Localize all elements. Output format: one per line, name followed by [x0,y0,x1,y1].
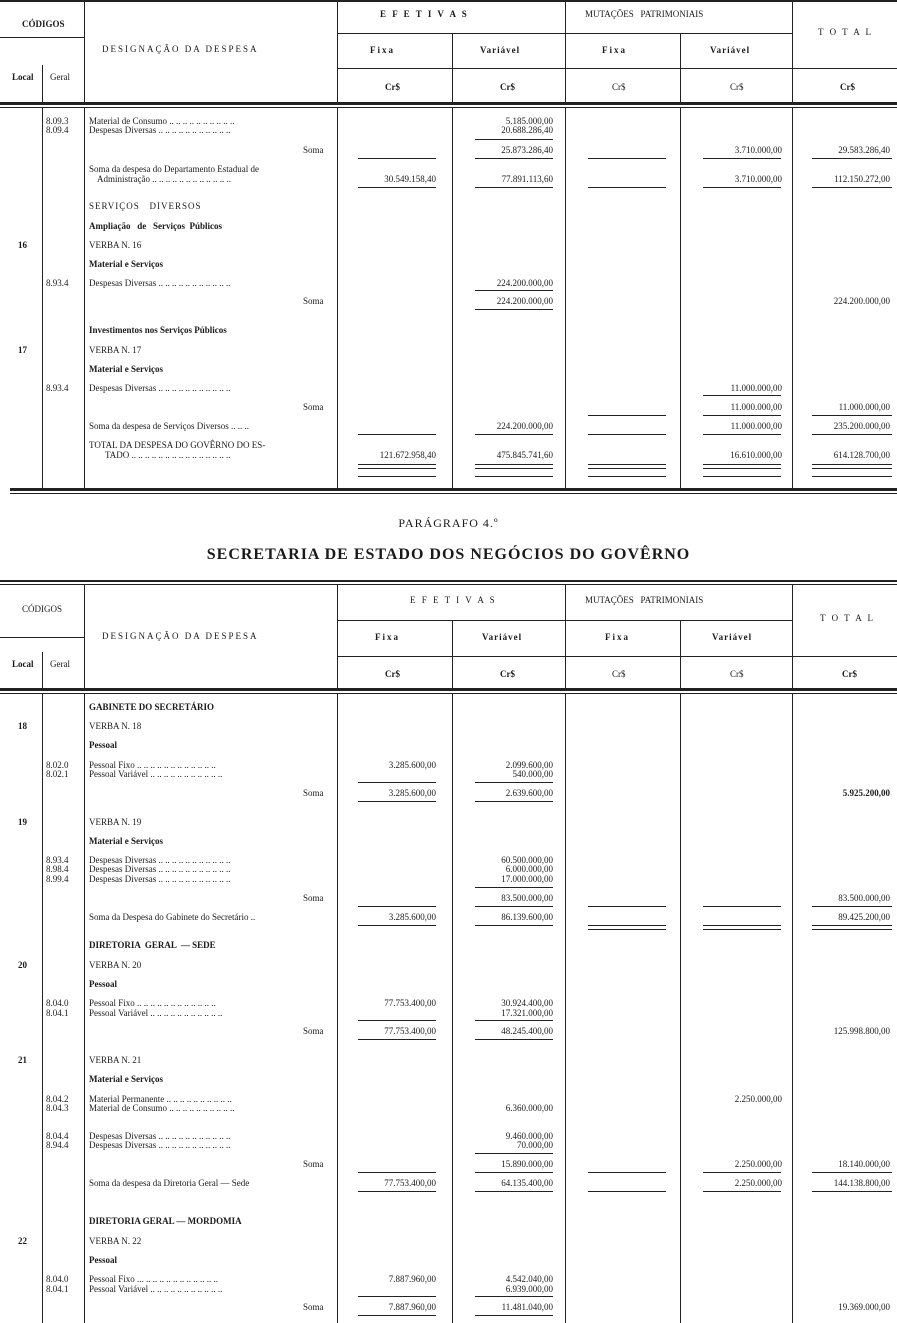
code-local: 18 [18,721,27,731]
row-desc: Material Permanente .. .. .. .. .. .. .. .. .. .. [89,1094,232,1104]
efetivas-variavel: 224.200.000,00 [496,421,553,431]
soma-label: Soma [303,402,324,412]
efetivas-variavel: 9.460.000,00 [505,1131,553,1141]
total-value: 5.925.200,00 [842,788,890,798]
code-geral: 8.93.4 [46,855,69,865]
category-label: Material e Serviços [89,836,163,846]
designacao-header: DESIGNAÇÃO DA DESPESA [102,44,259,54]
code-geral: 8.09.3 [46,116,69,126]
variavel-header: Variável [482,632,523,642]
efetivas-variavel: 17.321.000,00 [501,1008,553,1018]
efetivas-variavel: 475.845.741,60 [496,450,553,460]
verba-label: VERBA N. 22 [89,1236,142,1246]
row-desc: Despesas Diversas .. .. .. .. .. .. .. .. .. .. .. [89,864,231,874]
code-geral: 8.98.4 [46,864,69,874]
currency-label: Cr$ [730,82,744,92]
currency-label: Cr$ [612,669,626,679]
mutacoes-variavel: 11.000.000,00 [730,383,782,393]
local-header: Local [12,72,34,82]
total-value: 144.138.800,00 [833,1178,890,1188]
code-geral: 8.02.1 [46,769,69,779]
row-desc: Despesas Diversas .. .. .. .. .. .. .. .. .. .. .. [89,874,231,884]
soma-label: Soma [303,145,324,155]
geral-header: Geral [50,72,70,82]
row-desc: Material de Consumo .. .. .. .. .. .. .. .. .. .. [89,116,235,126]
total-value: 224.200.000,00 [833,296,890,306]
geral-header: Geral [50,659,70,669]
row-desc: TOTAL DA DESPESA DO GOVÊRNO DO ES- [89,440,266,450]
row-desc: Pessoal Fixo ... .. .. .. .. .. .. .. .. .. .. .. [89,1274,219,1284]
verba-label: VERBA N. 16 [89,240,142,250]
section-heading: GABINETE DO SECRETÁRIO [89,702,215,712]
category-label: Material e Serviços [89,259,163,269]
mut-variavel-header: Variável [712,632,753,642]
code-geral: 8.99.4 [46,874,69,884]
row-desc: Despesas Diversas .. .. .. .. .. .. .. .. .. .. .. [89,1131,231,1141]
code-geral: 8.94.4 [46,1140,69,1150]
soma-label: Soma [303,1302,324,1312]
total-value: 11.000.000,00 [838,402,890,412]
row-desc: Despesas Diversas .. .. .. .. .. .. .. .. .. .. .. [89,383,231,393]
secretaria-title: SECRETARIA DE ESTADO DOS NEGÓCIOS DO GOVÊRNO [206,546,691,563]
code-local: 21 [18,1055,27,1065]
paragraph-title: PARÁGRAFO 4.º [398,516,499,530]
mutacoes-variavel: 2.250.000,00 [734,1178,782,1188]
row-desc: Pessoal Fixo .. .. .. .. .. .. .. .. .. .. .. .. [89,760,216,770]
verba-label: VERBA N. 21 [89,1055,142,1065]
currency-label: Cr$ [500,82,515,92]
code-geral: 8.04.0 [46,998,69,1008]
efetivas-variavel: 25.873.286,40 [501,145,553,155]
variavel-header: Variável [480,45,521,55]
currency-label: Cr$ [385,669,400,679]
category-label: Material e Serviços [89,1074,163,1084]
code-local: 16 [18,240,27,250]
section-heading: DIRETORIA GERAL — SEDE [89,940,216,950]
efetivas-variavel: 224.200.000,00 [496,296,553,306]
mutacoes-header: MUTAÇÕES PATRIMONIAIS [585,9,704,19]
subsection-heading: Ampliação de Serviços Públicos [89,221,222,231]
efetivas-variavel: 77.891.113,60 [501,174,553,184]
code-geral: 8.09.4 [46,125,69,135]
verba-label: VERBA N. 19 [89,817,142,827]
currency-label: Cr$ [842,669,857,679]
mut-fixa-header: Fixa [602,45,627,55]
efetivas-fixa: 3.285.600,00 [388,788,436,798]
total-value: 235.200.000,00 [833,421,890,431]
efetivas-variavel: 86.139.600,00 [501,912,553,922]
section-heading: DIRETORIA GERAL — MORDOMIA [89,1216,242,1226]
codigos-header: CÓDIGOS [22,19,65,29]
fixa-header: Fixa [375,632,400,642]
efetivas-variavel: 224.200.000,00 [496,278,553,288]
code-geral: 8.04.4 [46,1131,69,1141]
mutacoes-variavel: 11.000.000,00 [730,402,782,412]
efetivas-fixa: 121.672.958,40 [379,450,436,460]
row-desc: Despesas Diversas .. .. .. .. .. .. .. .. .. .. .. [89,855,231,865]
currency-label: Cr$ [840,82,855,92]
verba-label: VERBA N. 18 [89,721,142,731]
category-label: Pessoal [89,1255,117,1265]
code-local: 20 [18,960,27,970]
row-desc: TADO .. .. .. .. .. .. .. .. .. .. .. .. .. .. .. [105,450,231,460]
code-geral: 8.04.2 [46,1094,69,1104]
local-header: Local [12,659,34,669]
code-geral: 8.02.0 [46,760,69,770]
total-value: 83.500.000,00 [838,893,890,903]
efetivas-variavel: 2.099.600,00 [505,760,553,770]
row-desc: Pessoal Variável .. .. .. .. .. .. .. .. .. .. .. [89,1008,223,1018]
efetivas-variavel: 64.135.400,00 [501,1178,553,1188]
efetivas-variavel: 30.924.400,00 [501,998,553,1008]
currency-label: Cr$ [500,669,515,679]
row-desc: Material de Consumo .. .. .. .. .. .. .. .. .. .. [89,1103,235,1113]
efetivas-variavel: 540.000,00 [512,769,553,779]
mutacoes-variavel: 2.250.000,00 [734,1159,782,1169]
efetivas-fixa: 3.285.600,00 [388,912,436,922]
efetivas-variavel: 11.481.040,00 [501,1302,553,1312]
mut-variavel-header: Variável [710,45,751,55]
row-desc: Soma da despesa da Diretoria Geral — Sede [89,1178,250,1188]
efetivas-fixa: 3.285.600,00 [388,760,436,770]
efetivas-fixa: 77.753.400,00 [384,1178,436,1188]
code-geral: 8.04.1 [46,1008,69,1018]
efetivas-variavel: 60.500.000,00 [501,855,553,865]
efetivas-fixa: 77.753.400,00 [384,998,436,1008]
code-geral: 8.04.0 [46,1274,69,1284]
total-value: 89.425.200,00 [838,912,890,922]
efetivas-variavel: 5.185.000,00 [505,116,553,126]
codigos-header: CÓDIGOS [22,604,63,614]
mutacoes-variavel: 11.000.000,00 [730,421,782,431]
section-heading: SERVIÇOS DIVERSOS [89,201,202,211]
efetivas-fixa: 77.753.400,00 [384,1026,436,1036]
code-geral: 8.93.4 [46,383,69,393]
row-desc: Despesas Diversas .. .. .. .. .. .. .. .. .. .. .. [89,125,231,135]
row-desc: Despesas Diversas .. .. .. .. .. .. .. .. .. .. .. [89,1140,231,1150]
verba-label: VERBA N. 20 [89,960,142,970]
mutacoes-header: MUTAÇÕES PATRIMONIAIS [585,595,704,605]
row-desc: Soma da Despesa do Gabinete do Secretário .. [89,912,256,922]
code-local: 19 [18,817,27,827]
row-desc: Pessoal Fixo .. .. .. .. .. .. .. .. .. .. .. .. [89,998,216,1008]
efetivas-variavel: 20.688.286,40 [501,125,553,135]
total-header: T O T A L [820,613,876,623]
total-header: T O T A L [818,27,874,37]
efetivas-fixa: 7.887.960,00 [388,1274,436,1284]
efetivas-variavel: 6.000.000,00 [505,864,553,874]
efetivas-variavel: 48.245.400,00 [501,1026,553,1036]
mutacoes-variavel: 2.250.000,00 [734,1094,782,1104]
total-value: 614.128.700,00 [833,450,890,460]
code-geral: 8.93.4 [46,278,69,288]
total-value: 19.369.000,00 [838,1302,890,1312]
soma-label: Soma [303,1026,324,1036]
efetivas-fixa: 7.887.960,00 [388,1302,436,1312]
currency-label: Cr$ [385,82,400,92]
efetivas-variavel: 4.542.040,00 [505,1274,553,1284]
total-value: 29.583.286,40 [838,145,890,155]
efetivas-variavel: 2.639.600,00 [505,788,553,798]
category-label: Pessoal [89,979,117,989]
soma-label: Soma [303,1159,324,1169]
currency-label: Cr$ [612,82,626,92]
mutacoes-variavel: 16.610.000,00 [730,450,782,460]
currency-label: Cr$ [730,669,744,679]
efetivas-variavel: 15.890.000,00 [501,1159,553,1169]
designacao-header: DESIGNAÇÃO DA DESPESA [102,631,259,641]
soma-label: Soma [303,788,324,798]
code-geral: 8.04.1 [46,1284,69,1294]
code-local: 22 [18,1236,27,1246]
efetivas-variavel: 6.360.000,00 [505,1103,553,1113]
efetivas-variavel: 6.939.000,00 [505,1284,553,1294]
total-value: 112.150.272,00 [834,174,890,184]
total-value: 18.140.000,00 [838,1159,890,1169]
row-desc: Soma da despesa de Serviços Diversos .. .. .. [89,421,249,431]
category-label: Pessoal [89,740,117,750]
mutacoes-variavel: 3.710.000,00 [734,174,782,184]
code-local: 17 [18,345,27,355]
row-desc: Despesas Diversas .. .. .. .. .. .. .. .. .. .. .. [89,278,231,288]
efetivas-fixa: 30.549.158,40 [384,174,436,184]
efetivas-variavel: 17.000.000,00 [501,874,553,884]
soma-label: Soma [303,893,324,903]
efetivas-variavel: 83.500.000,00 [501,893,553,903]
soma-label: Soma [303,296,324,306]
verba-label: VERBA N. 17 [89,345,142,355]
category-label: Material e Serviços [89,364,163,374]
mutacoes-variavel: 3.710.000,00 [734,145,782,155]
efetivas-header: E F E T I V A S [380,9,469,19]
row-desc: Pessoal Variável .. .. .. .. .. .. .. .. .. .. .. [89,769,223,779]
mut-fixa-header: Fixa [605,632,630,642]
row-desc: Administração .. .. .. .. .. .. .. .. .. .. .. .. [97,174,231,184]
efetivas-header: E F E T I V A S [410,595,497,605]
subsection-heading: Investimentos nos Serviços Públicos [89,325,227,335]
row-desc: Pessoal Variável .. .. .. .. .. .. .. .. .. .. .. [89,1284,223,1294]
fixa-header: Fixa [370,45,395,55]
row-desc: Soma da despesa do Departamento Estadual de [89,164,259,174]
top-rule [0,0,897,2]
code-geral: 8.04.3 [46,1103,69,1113]
efetivas-variavel: 70.000,00 [517,1140,553,1150]
total-value: 125.998.800,00 [833,1026,890,1036]
